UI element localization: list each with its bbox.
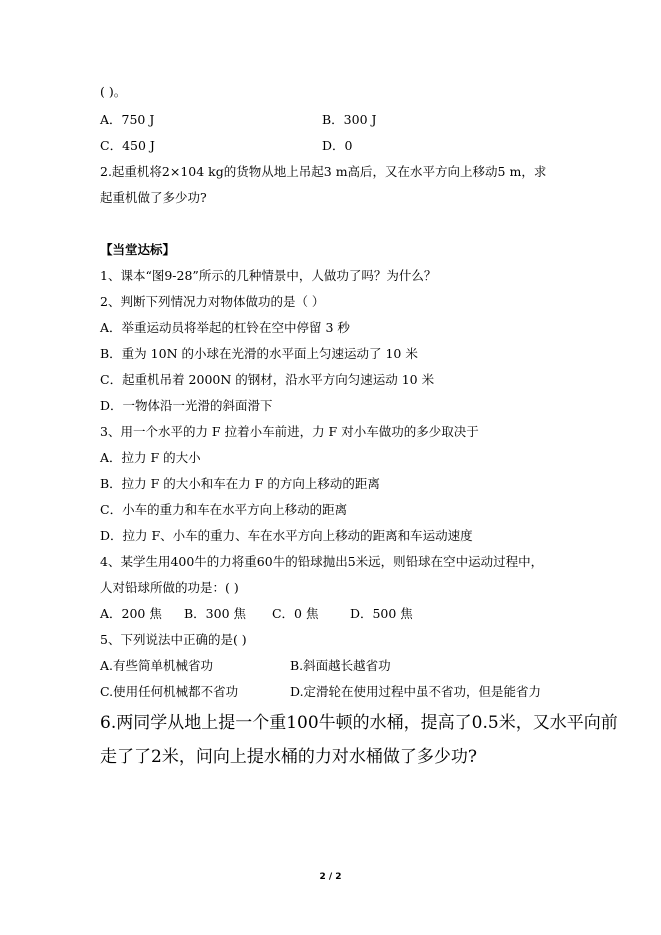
exercise-4-option-a: A．200 焦 [100,606,162,621]
page-number: 2 / 2 [319,872,342,882]
exercise-2-option-a: A．举重运动员将举起的杠铃在空中停留 3 秒 [100,320,350,335]
exercise-3-option-c: C．小车的重力和车在水平方向上移动的距离 [100,502,348,517]
answer-blank: ( )。 [100,84,127,99]
exercise-2-option-d: D．一物体沿一光滑的斜面滑下 [100,398,273,413]
exercise-4-line-2: 人对铅球所做的功是：( ) [100,580,239,595]
question-2-line-1: 2.起重机将2×104 kg的货物从地上吊起3 m高后，又在水平方向上移动5 m，求 [100,164,547,179]
exercise-4-option-c: C．0 焦 [271,606,319,621]
option-d: D．0 [322,138,353,153]
exercise-2: 2、判断下列情况力对物体做功的是（ ） [100,294,325,309]
exercise-5: 5、下列说法中正确的是( ) [100,632,247,647]
exercise-3-option-b: B．拉力 F 的大小和车在力 F 的方向上移动的距离 [100,476,380,491]
exercise-4-options [100,606,413,622]
section-heading: 【当堂达标】 [100,242,176,257]
exercise-3-option-a: A．拉力 F 的大小 [100,450,201,465]
exercise-4-option-d: D．500 焦 [349,606,413,621]
question-2-line-2: 起重机做了多少功? [100,190,207,205]
exercise-5-option-c: C.使用任何机械都不省功 [100,684,239,699]
exercise-3-option-d: D．拉力 F、小车的重力、车在水平方向上移动的距离和车运动速度 [100,528,473,543]
exercise-1: 1、课本“图9-28”所示的几种情景中，人做功了吗？为什么？ [100,268,437,283]
option-b: B．300 J [322,112,377,127]
option-a: A．750 J [100,112,155,127]
option-c: C．450 J [100,138,155,153]
exercise-3: 3、用一个水平的力 F 拉着小车前进，力 F 对小车做功的多少取决于 [100,424,479,439]
exercise-6-line-1: 6.两同学从地上提一个重100牛顿的水桶，提高了0.5米，又水平向前 [100,713,618,733]
exercise-5-option-a: A.有些简单机械省功 [100,658,214,673]
exercise-4-option-b: B．300 焦 [183,606,247,621]
exercise-6-line-2: 走了了2米，问向上提水桶的力对水桶做了多少功? [100,747,477,767]
exercise-2-option-b: B．重为 10N 的小球在光滑的水平面上匀速运动了 10 米 [100,346,418,361]
exercise-2-option-c: C．起重机吊着 2000N 的钢材，沿水平方向匀速运动 10 米 [100,372,435,387]
exercise-5-option-d: D.定滑轮在使用过程中虽不省功，但是能省力 [290,684,542,699]
exercise-4-line-1: 4、某学生用400牛的力将重60牛的铅球抛出5米远，则铅球在空中运动过程中， [100,554,544,569]
exercise-5-option-b: B.斜面越长越省功 [290,658,391,673]
